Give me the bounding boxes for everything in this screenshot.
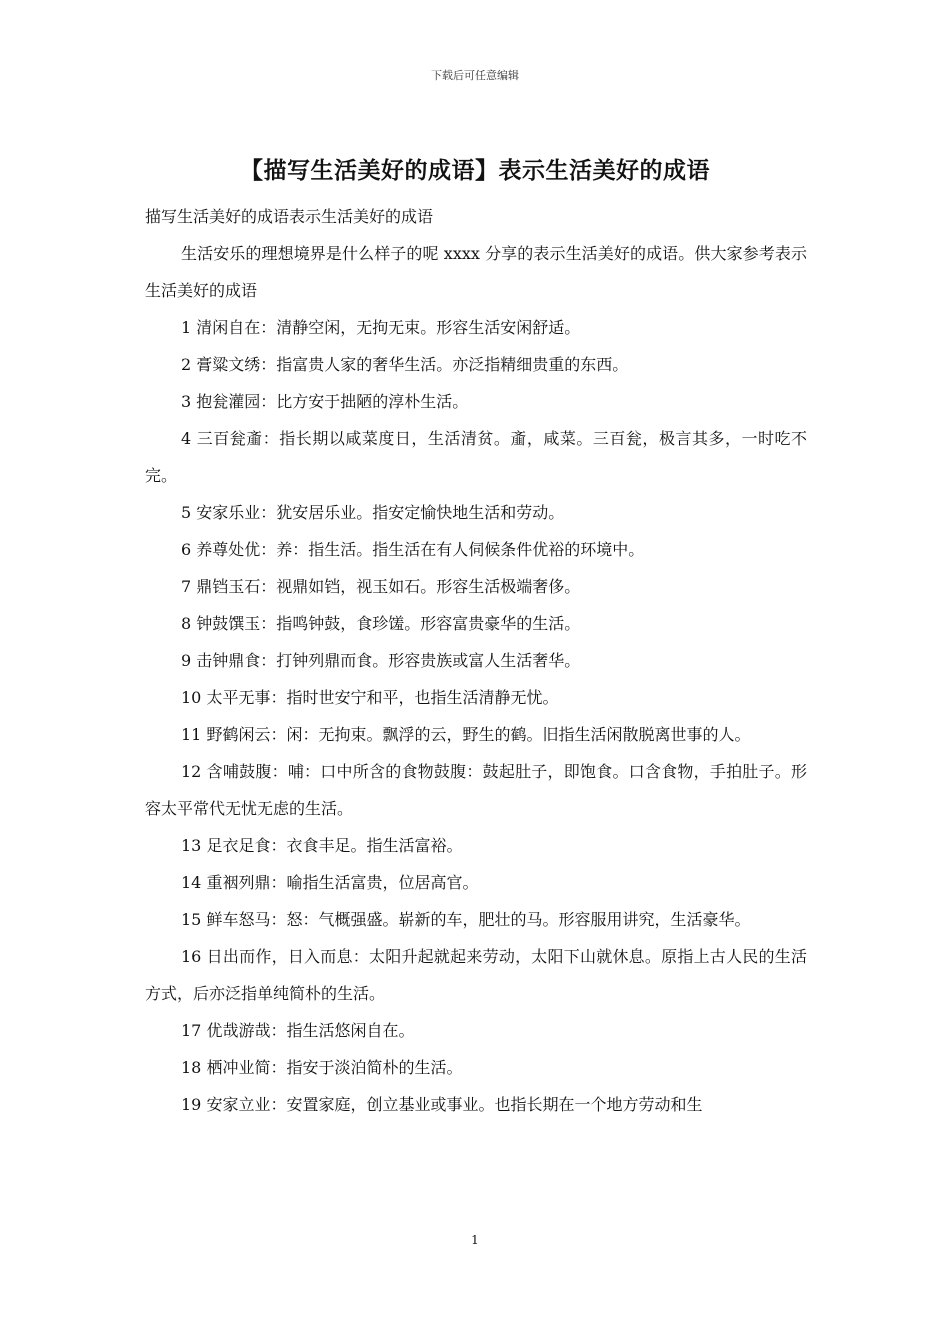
idiom-item-2: 2 膏粱文绣：指富贵人家的奢华生活。亦泛指精细贵重的东西。 [181,355,629,374]
idiom-item-16: 16 日出而作，日入而息：太阳升起就起来劳动，太阳下山就休息。原指上古人民的生活方式，后亦泛指单纯简朴的生活。 [145,947,807,1003]
idiom-item-4: 4 三百瓮齑：指长期以咸菜度日，生活清贫。齑，咸菜。三百瓮，极言其多，一时吃不完。 [145,429,807,485]
idiom-item-5: 5 安家乐业：犹安居乐业。指安定愉快地生活和劳动。 [181,503,565,522]
idiom-item-7: 7 鼎铛玉石：视鼎如铛，视玉如石。形容生活极端奢侈。 [181,577,581,596]
idiom-item-10: 10 太平无事：指时世安宁和平，也指生活清静无忧。 [181,688,559,707]
page-number: 1 [471,1233,479,1247]
idiom-item-6: 6 养尊处优：养：指生活。指生活在有人伺候条件优裕的环境中。 [181,540,645,559]
idiom-item-17: 17 优哉游哉：指生活悠闲自在。 [181,1021,415,1040]
idiom-item-15: 15 鲜车怒马：怒：气概强盛。崭新的车，肥壮的马。形容服用讲究，生活豪华。 [181,910,751,929]
idiom-item-8: 8 钟鼓馔玉：指鸣钟鼓，食珍馐。形容富贵豪华的生活。 [181,614,581,633]
idiom-item-18: 18 栖冲业简：指安于淡泊简朴的生活。 [181,1058,463,1077]
idiom-item-13: 13 足衣足食：衣食丰足。指生活富裕。 [181,836,463,855]
idiom-item-19: 19 安家立业：安置家庭，创立基业或事业。也指长期在一个地方劳动和生 [181,1095,703,1114]
idiom-item-12: 12 含哺鼓腹：哺：口中所含的食物鼓腹：鼓起肚子，即饱食。口含食物，手拍肚子。形容太平常代无忧无虑的生活。 [145,762,807,818]
document-body [145,198,807,1123]
intro-paragraph: 生活安乐的理想境界是什么样子的呢 xxxx 分享的表示生活美好的成语。供大家参考表示生活美好的成语 [145,244,807,300]
idiom-item-11: 11 野鹤闲云：闲：无拘束。飘浮的云，野生的鹤。旧指生活闲散脱离世事的人。 [181,725,751,744]
document-title: 【描写生活美好的成语】表示生活美好的成语 [240,158,710,184]
subtitle-line: 描写生活美好的成语表示生活美好的成语 [145,207,434,226]
idiom-item-1: 1 清闲自在：清静空闲，无拘无束。形容生活安闲舒适。 [181,318,581,337]
page-header: 下载后可任意编辑 [431,69,519,82]
idiom-item-9: 9 击钟鼎食：打钟列鼎而食。形容贵族或富人生活奢华。 [181,651,581,670]
idiom-item-14: 14 重裀列鼎：喻指生活富贵，位居高官。 [181,873,479,892]
idiom-item-3: 3 抱瓮灌园：比方安于拙陋的淳朴生活。 [181,392,469,411]
